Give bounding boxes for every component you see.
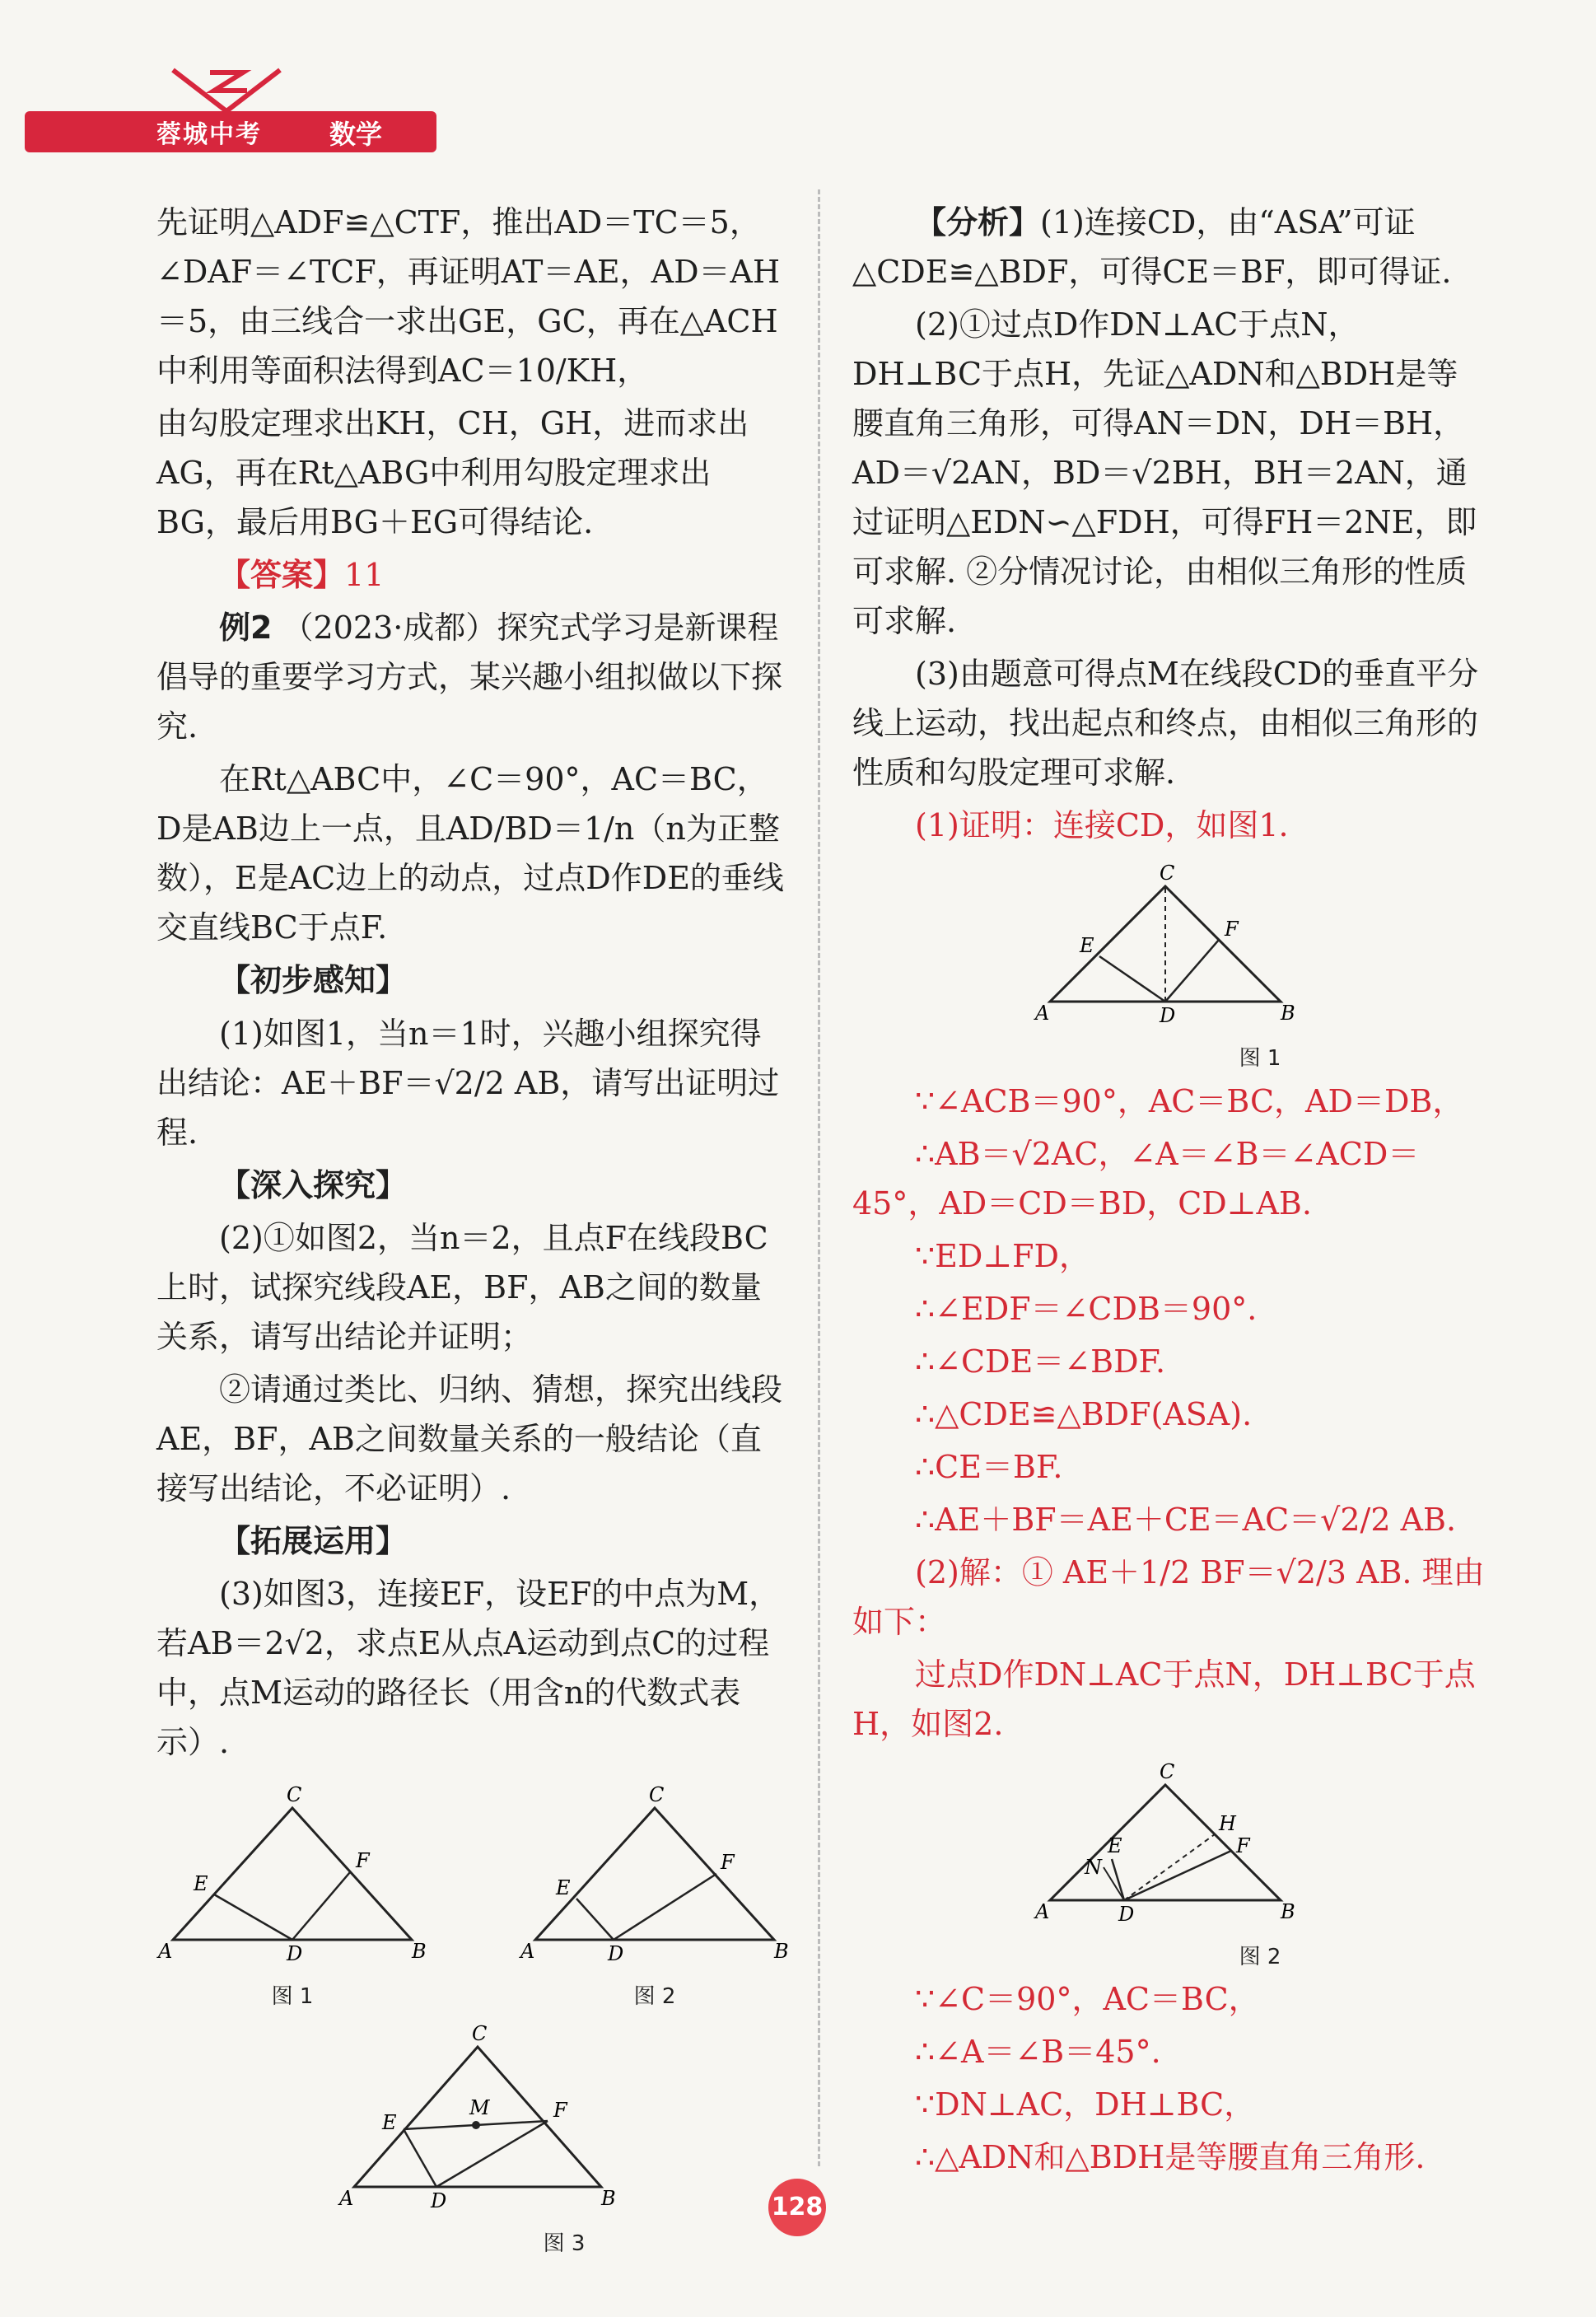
proof-line-5: ∴∠CDE＝∠BDF.	[915, 1343, 1166, 1380]
svg-text:M: M	[469, 2096, 490, 2120]
svg-text:A: A	[339, 2187, 354, 2211]
svg-text:A: A	[158, 1939, 173, 1963]
svg-text:F: F	[553, 2099, 567, 2123]
section-tag-3: 【拓展运用】	[219, 1522, 408, 1559]
svg-text:H: H	[1219, 1811, 1236, 1835]
proof-line-3: ∵ED⊥FD，	[915, 1237, 1090, 1274]
svg-text:C: C	[287, 1782, 302, 1806]
svg-text:E: E	[382, 2111, 397, 2135]
svg-text:C: C	[472, 2022, 488, 2046]
logo-icon	[165, 66, 288, 115]
analysis-part-2: (2)①过点D作DN⊥AC于点N，DH⊥BC于点H，先证△ADN和△BDH是等腰直角三角形，可得AN＝DN，DH＝BH，AD＝√2AN，BD＝√2BH，BH＝2AN，通过证明△EDN∽△FDH，可得FH＝2NE，即可求解. ②分情况讨论，由相似三角形的性质可求解.	[852, 306, 1477, 640]
svg-text:D: D	[1118, 1902, 1135, 1925]
column-divider	[818, 189, 820, 2166]
answer-tag: 【答案】	[219, 557, 345, 594]
analysis-continued-2: 由勾股定理求出KH，CH，GH，进而求出AG，再在Rt△ABG中利用勾股定理求出BG，最后用BG＋EG可得结论.	[156, 405, 749, 541]
example-header	[156, 603, 791, 751]
svg-text:B: B	[1281, 1899, 1295, 1923]
svg-text:E: E	[1080, 934, 1094, 958]
figure-2-caption: 图 2	[633, 1984, 676, 2009]
svg-text:B: B	[774, 1939, 789, 1963]
figure-2	[519, 1775, 791, 2014]
page-number: 128	[768, 2179, 826, 2236]
solution-figure-1	[1034, 853, 1486, 1076]
proof-line-14: ∴△ADN和△BDH是等腰直角三角形.	[915, 2139, 1426, 2176]
solution-figure-2-caption: 图 2	[1239, 1944, 1281, 1969]
proof-line-7: ∴CE＝BF.	[915, 1448, 1063, 1485]
svg-text:A: A	[1035, 1002, 1050, 1025]
svg-text:D: D	[1160, 1004, 1176, 1027]
answer-value: 11	[344, 557, 385, 594]
solution-figure-2	[1034, 1752, 1486, 1974]
subject-label: 数学	[329, 119, 383, 150]
svg-text:D: D	[287, 1941, 303, 1964]
svg-text:E: E	[556, 1876, 571, 1899]
question-3: (3)如图3，连接EF，设EF的中点为M，若AB＝2√2，求点E从点A运动到点C的过程中，点M运动的路径长（用含n的代数式表示）.	[156, 1575, 781, 1760]
proof-line-6: ∴△CDE≌△BDF(ASA).	[915, 1395, 1253, 1432]
svg-text:E: E	[194, 1871, 208, 1895]
svg-text:C: C	[649, 1782, 665, 1806]
svg-text:C: C	[1160, 1759, 1175, 1783]
solution-2-construction: 过点D作DN⊥AC于点N，DH⊥BC于点H，如图2.	[852, 1656, 1476, 1742]
question-1: (1)如图1，当n＝1时，兴趣小组探究得出结论：AE＋BF＝√2/2 AB，请写出证明过程.	[156, 1015, 780, 1151]
section-tag-1: 【初步感知】	[219, 962, 408, 999]
figure-1-caption: 图 1	[271, 1984, 314, 2009]
proof-line-13: ∵DN⊥AC，DH⊥BC，	[915, 2086, 1256, 2123]
proof-line-11: ∵∠C＝90°，AC＝BC，	[915, 1981, 1260, 2018]
analysis-tag: 【分析】	[915, 204, 1041, 241]
svg-text:B: B	[601, 2187, 616, 2211]
page-header	[0, 0, 1596, 181]
svg-text:E: E	[1108, 1834, 1122, 1857]
svg-text:B: B	[412, 1939, 427, 1963]
proof-line-1: ∵∠ACB＝90°，AC＝BC，AD＝DB，	[915, 1082, 1464, 1119]
svg-text:F: F	[1236, 1834, 1250, 1857]
svg-text:A: A	[1035, 1899, 1050, 1923]
figure-row	[156, 1775, 791, 2014]
figure-1	[156, 1775, 428, 2014]
answer-line	[156, 550, 791, 600]
figure-3-caption: 图 3	[543, 2231, 586, 2257]
question-2b: ②请通过类比、归纳、猜想，探究出线段AE，BF，AB之间数量关系的一般结论（直接写出结论，不必证明）.	[156, 1371, 783, 1507]
right-column	[852, 198, 1486, 2185]
svg-text:D: D	[431, 2189, 447, 2212]
left-column	[156, 198, 791, 2261]
proof-line-2: ∴AB＝√2AC，∠A＝∠B＝∠ACD＝45°，AD＝CD＝BD，CD⊥AB.	[852, 1135, 1420, 1222]
svg-text:F: F	[356, 1848, 370, 1872]
proof-line-4: ∴∠EDF＝∠CDB＝90°.	[915, 1290, 1258, 1327]
analysis-continued: 先证明△ADF≌△CTF，推出AD＝TC＝5，∠DAF＝∠TCF，再证明AT＝AE，AD＝AH＝5，由三线合一求出GE，GC，再在△ACH中利用等面积法得到AC＝10/KH，	[156, 204, 781, 390]
solution-figure-1-caption: 图 1	[1239, 1046, 1281, 1072]
brand-title: 蓉城中考	[156, 120, 262, 149]
svg-text:D: D	[608, 1941, 624, 1964]
figure-3	[338, 2022, 791, 2261]
analysis-part-1: 【分析】(1)连接CD，由“ASA”可证△CDE≌△BDF，可得CE＝BF，即可得证.	[852, 204, 1452, 291]
example-label: 例2	[219, 610, 273, 647]
proof-line-8: ∴AE＋BF＝AE＋CE＝AC＝√2/2 AB.	[915, 1501, 1457, 1538]
svg-text:F: F	[1225, 918, 1239, 941]
solution-2-start: (2)解：① AE＋1/2 BF＝√2/3 AB. 理由如下：	[852, 1553, 1485, 1640]
section-tag-2: 【深入探究】	[219, 1166, 408, 1203]
question-2a: (2)①如图2，当n＝2，且点F在线段BC上时，试探究线段AE，BF，AB之间的数量关系，请写出结论并证明；	[156, 1219, 768, 1355]
svg-text:N: N	[1085, 1855, 1102, 1879]
proof-line-12: ∴∠A＝∠B＝45°.	[915, 2034, 1161, 2071]
problem-statement: 在Rt△ABC中，∠C＝90°，AC＝BC，D是AB边上一点，且AD/BD＝1/n（n为正整数），E是AC边上的动点，过点D作DE的垂线交直线BC于点F.	[156, 761, 784, 946]
example-intro: （2023·成都）探究式学习是新课程倡导的重要学习方式，某兴趣小组拟做以下探究.	[156, 610, 783, 745]
svg-text:F: F	[721, 1850, 735, 1874]
svg-text:C: C	[1160, 862, 1175, 885]
svg-text:B: B	[1281, 1002, 1295, 1025]
svg-text:A: A	[520, 1939, 535, 1963]
analysis-part-3: (3)由题意可得点M在线段CD的垂直平分线上运动，找出起点和终点，由相似三角形的性质和勾股定理可求解.	[852, 656, 1479, 792]
solution-1-start: (1)证明：连接CD，如图1.	[915, 807, 1289, 844]
